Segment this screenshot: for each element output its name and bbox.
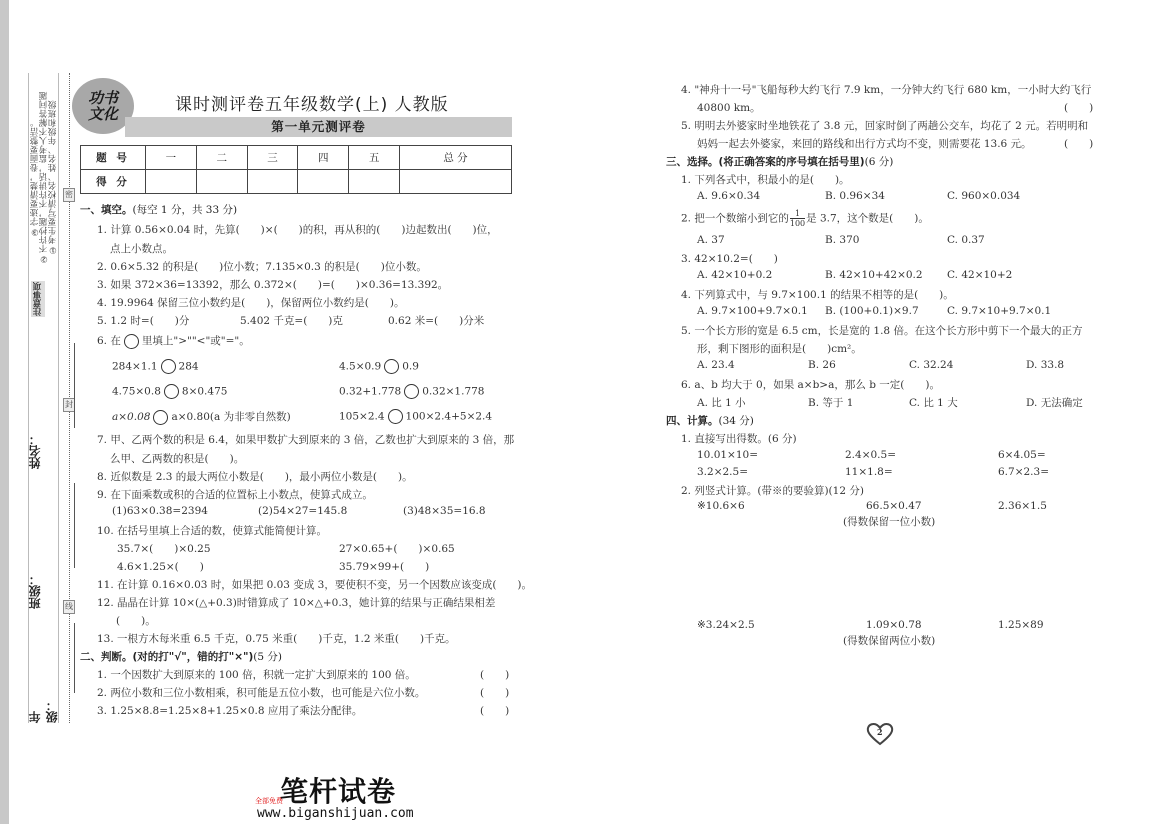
compare-right: 8×0.475 bbox=[181, 385, 228, 398]
section-3-heading bbox=[666, 154, 893, 169]
score-header-cell: 题 号 bbox=[81, 146, 146, 170]
binding-border-left bbox=[28, 73, 29, 723]
question-2: 2. 0.6×5.32 的积是( )位小数；7.135×0.3 的积是( )位小数。 bbox=[97, 261, 427, 273]
question-5c: 0.62 米=( )分米 bbox=[388, 315, 485, 327]
compare-right: a×0.80(a 为非零自然数) bbox=[171, 411, 291, 423]
section-title: 二、判断。(对的打"√"，错的打"×") bbox=[80, 651, 254, 663]
calc-1-item: 3.2×2.5= bbox=[697, 466, 748, 478]
grade-field-line[interactable] bbox=[74, 623, 75, 693]
fraction-numerator: 1 bbox=[790, 209, 805, 219]
answer-paren[interactable]: ( ) bbox=[480, 705, 510, 717]
question-5a: 5. 1.2 时=( )分 bbox=[97, 315, 190, 327]
class-field-label: 班级： bbox=[28, 573, 42, 609]
answer-paren[interactable]: ( ) bbox=[480, 669, 510, 681]
compare-circle[interactable] bbox=[388, 409, 403, 424]
watermark-free-label: 全部免费 bbox=[255, 797, 283, 805]
score-header-cell: 总 分 bbox=[399, 146, 511, 170]
compare-item-2 bbox=[339, 359, 419, 374]
compare-left: 105×2.4 bbox=[339, 410, 385, 423]
calc-2-rounding-note: (得数保留一位小数) bbox=[843, 516, 936, 528]
judge-3: 3. 1.25×8.8=1.25×8+1.25×0.8 应用了乘法分配律。 bbox=[97, 705, 363, 717]
fraction-denominator: 100 bbox=[789, 219, 806, 228]
question-1: 1. 计算 0.56×0.04 时，先算( )×( )的积，再从积的( )边起数出( )位， bbox=[97, 224, 498, 236]
compare-item-3 bbox=[112, 384, 227, 399]
name-field-label: 姓名： bbox=[28, 433, 42, 469]
score-table bbox=[80, 145, 512, 194]
question-4: 4. 19.9964 保留三位小数约是( )，保留两位小数约是( )。 bbox=[97, 297, 405, 309]
question-5b: 5.402 千克=( )克 bbox=[240, 315, 343, 327]
score-cell[interactable] bbox=[196, 170, 247, 194]
page-title: 课时测评卷五年级数学(上) 人教版 bbox=[175, 95, 449, 115]
calc-1: 1. 直接写出得数。(6 分) bbox=[681, 433, 797, 445]
fraction bbox=[790, 209, 805, 228]
section-note: (6 分) bbox=[864, 156, 894, 168]
q10-item-3: 4.6×1.25×( ) bbox=[117, 561, 204, 573]
compare-left: 4.5×0.9 bbox=[339, 360, 382, 373]
choice-5: 5. 一个长方形的宽是 6.5 cm，长是宽的 1.8 倍。在这个长方形中剪下一个最大的正方 bbox=[681, 325, 1083, 337]
compare-right: 284 bbox=[178, 360, 199, 373]
q10-item-2: 27×0.65+( )×0.65 bbox=[339, 543, 455, 555]
calc-2-rounding-note: (得数保留两位小数) bbox=[843, 635, 936, 647]
calc-2-item: 1.09×0.78 bbox=[866, 619, 922, 631]
section-4-heading bbox=[666, 413, 754, 428]
seal-mark-mi: 密 bbox=[63, 188, 75, 202]
choice-6-option-b: B. 等于 1 bbox=[808, 397, 854, 409]
choice-1-option-c: C. 960×0.034 bbox=[947, 190, 1021, 202]
compare-circle[interactable] bbox=[404, 384, 419, 399]
question-6 bbox=[97, 333, 250, 349]
score-table-score-row bbox=[81, 170, 512, 194]
calc-1-item: 6.7×2.3= bbox=[998, 466, 1049, 478]
section-title: 一、填空。 bbox=[80, 204, 133, 216]
score-header-cell: 五 bbox=[349, 146, 400, 170]
q10-item-1: 35.7×( )×0.25 bbox=[117, 543, 211, 555]
calc-2-item: 2.36×1.5 bbox=[998, 500, 1047, 512]
score-cell[interactable] bbox=[298, 170, 349, 194]
choice-3-option-c: C. 42×10+2 bbox=[947, 269, 1013, 281]
answer-paren[interactable]: ( ) bbox=[480, 687, 510, 699]
notice-item-1: ①考生要写清校名、姓名、年级和班级 bbox=[47, 100, 58, 255]
judge-4: 4. "神舟十一号"飞船每秒大约飞行 7.9 km，一分钟大约飞行 680 km，一小时大约飞行 bbox=[681, 84, 1092, 96]
section-title: 四、计算。 bbox=[666, 415, 719, 427]
section-note: (34 分) bbox=[718, 415, 754, 427]
section-note: (每空 1 分，共 33 分) bbox=[132, 204, 238, 216]
choice-6-option-c: C. 比 1 大 bbox=[909, 397, 958, 409]
page-number-badge bbox=[866, 722, 894, 746]
q9-item-3: (3)48×35=16.8 bbox=[403, 505, 486, 517]
question-1-cont: 点上小数点。 bbox=[110, 243, 173, 255]
question-12-cont: ( )。 bbox=[116, 615, 156, 627]
choice-4: 4. 下列算式中，与 9.7×100.1 的结果不相等的是( )。 bbox=[681, 289, 954, 301]
q6-prefix: 6. 在 bbox=[97, 335, 121, 347]
choice-5-option-c: C. 32.24 bbox=[909, 359, 954, 371]
judge-4-cont: 40800 km。 bbox=[697, 102, 761, 114]
calc-2-item: ※3.24×2.5 bbox=[697, 619, 755, 631]
choice-2-option-b: B. 370 bbox=[825, 234, 860, 246]
question-11: 11. 在计算 0.16×0.03 时，如果把 0.03 变成 3，要使积不变，另一个因数应该变成( )。 bbox=[97, 579, 533, 591]
calc-1-item: 10.01×10= bbox=[697, 449, 759, 461]
q9-item-2: (2)54×27=145.8 bbox=[258, 505, 348, 517]
score-header-cell: 四 bbox=[298, 146, 349, 170]
c2-suffix: 是 3.7，这个数是( )。 bbox=[806, 212, 929, 225]
choice-2 bbox=[681, 209, 929, 228]
score-row-label: 得 分 bbox=[81, 170, 146, 194]
choice-1-option-b: B. 0.96×34 bbox=[825, 190, 885, 202]
calc-1-item: 6×4.05= bbox=[998, 449, 1046, 461]
notice-item-3: ③字迹要清楚，卷面要整洁。 bbox=[29, 118, 40, 237]
compare-left: 0.32+1.778 bbox=[339, 385, 402, 398]
question-7: 7. 甲、乙两个数的积是 6.4，如果甲数扩大到原来的 3 倍，乙数也扩大到原来的 3 倍，那 bbox=[97, 434, 515, 446]
compare-right: 0.32×1.778 bbox=[422, 385, 485, 398]
choice-4-option-c: C. 9.7×10+9.7×0.1 bbox=[947, 305, 1052, 317]
page-number: 2 bbox=[877, 727, 883, 737]
choice-5-option-a: A. 23.4 bbox=[697, 359, 735, 371]
judge-5: 5. 明明去外婆家时坐地铁花了 3.8 元，回家时倒了两趟公交车，均花了 2 元。若明明和 bbox=[681, 120, 1089, 132]
score-header-cell: 三 bbox=[247, 146, 298, 170]
compare-circle[interactable] bbox=[384, 359, 399, 374]
question-10: 10. 在括号里填上合适的数，使算式能简便计算。 bbox=[97, 525, 328, 537]
unit-subtitle: 第一单元测评卷 bbox=[125, 117, 512, 137]
question-3: 3. 如果 372×36=13392，那么 0.372×( )=( )×0.36=13.392。 bbox=[97, 279, 449, 291]
compare-right: 100×2.4+5×2.4 bbox=[405, 410, 493, 423]
score-header-cell: 二 bbox=[196, 146, 247, 170]
calc-2-item: 1.25×89 bbox=[998, 619, 1044, 631]
seal-mark-xian: 线 bbox=[63, 600, 75, 614]
choice-3-option-a: A. 42×10+0.2 bbox=[697, 269, 773, 281]
notice-title: 注意事项 bbox=[33, 282, 43, 316]
class-field-line[interactable] bbox=[74, 483, 75, 568]
calc-2-item: ※10.6×6 bbox=[697, 500, 745, 512]
viewer-left-edge bbox=[0, 0, 9, 824]
q6-suffix: 里填上">""<"或"="。 bbox=[141, 335, 250, 347]
choice-5-option-d: D. 33.8 bbox=[1026, 359, 1065, 371]
compare-circle[interactable] bbox=[164, 384, 179, 399]
question-9: 9. 在下面乘数或积的合适的位置标上小数点，使算式成立。 bbox=[97, 489, 373, 501]
judge-2: 2. 两位小数和三位小数相乘，积可能是五位小数，也可能是六位小数。 bbox=[97, 687, 426, 699]
choice-6: 6. a、b 均大于 0，如果 a×b>a，那么 b 一定( )。 bbox=[681, 379, 940, 391]
section-title: 三、选择。(将正确答案的序号填在括号里) bbox=[666, 156, 865, 168]
seal-mark-feng: 封 bbox=[63, 398, 75, 412]
choice-6-option-d: D. 无法确定 bbox=[1026, 397, 1083, 409]
notice-box bbox=[30, 75, 58, 280]
watermark-brand: 笔杆试卷 bbox=[280, 775, 397, 808]
logo-text-line1: 功书 bbox=[87, 89, 118, 107]
q10-item-4: 35.79×99+( ) bbox=[339, 561, 430, 573]
choice-1-option-a: A. 9.6×0.34 bbox=[697, 190, 761, 202]
compare-item-1 bbox=[112, 359, 199, 374]
score-cell[interactable] bbox=[146, 170, 197, 194]
compare-left: 284×1.1 bbox=[112, 360, 158, 373]
judge-1: 1. 一个因数扩大到原来的 100 倍，积就一定扩大到原来的 100 倍。 bbox=[97, 669, 416, 681]
compare-item-6 bbox=[339, 409, 492, 424]
section-2-heading bbox=[80, 649, 282, 664]
binding-border-right bbox=[58, 73, 59, 723]
question-7-cont: 么甲、乙两数的积是( )。 bbox=[110, 453, 245, 465]
choice-2-option-a: A. 37 bbox=[697, 234, 725, 246]
compare-left: a×0.08 bbox=[112, 411, 151, 423]
watermark bbox=[255, 770, 425, 824]
answer-paren[interactable]: ( ) bbox=[1064, 138, 1094, 150]
score-cell[interactable] bbox=[399, 170, 511, 194]
circle-icon bbox=[124, 334, 139, 349]
c2-prefix: 2. 把一个数缩小到它的 bbox=[681, 212, 789, 225]
score-table-header-row bbox=[81, 146, 512, 170]
compare-left: 4.75×0.8 bbox=[112, 385, 161, 398]
choice-6-option-a: A. 比 1 小 bbox=[697, 397, 746, 409]
choice-3-option-b: B. 42×10+42×0.2 bbox=[825, 269, 923, 281]
judge-5-cont: 妈妈一起去外婆家，来回的路线和出行方式均不变，则需要花 13.6 元。 bbox=[697, 138, 1032, 150]
question-13: 13. 一根方木每米重 6.5 千克，0.75 米重( )千克，1.2 米重( )千克。 bbox=[97, 633, 456, 645]
compare-right: 0.9 bbox=[402, 360, 419, 373]
answer-paren[interactable]: ( ) bbox=[1064, 102, 1094, 114]
choice-3: 3. 42×10.2=( ) bbox=[681, 253, 778, 265]
choice-2-option-c: C. 0.37 bbox=[947, 234, 985, 246]
watermark-url[interactable]: www.biganshijuan.com bbox=[257, 806, 414, 821]
compare-item-5 bbox=[112, 409, 291, 425]
score-header-cell: 一 bbox=[146, 146, 197, 170]
choice-4-option-a: A. 9.7×100+9.7×0.1 bbox=[697, 305, 808, 317]
calc-1-item: 2.4×0.5= bbox=[845, 449, 896, 461]
grade-field-label: 年级： bbox=[28, 699, 59, 723]
compare-item-4 bbox=[339, 384, 485, 399]
choice-4-option-b: B. (100+0.1)×9.7 bbox=[825, 305, 919, 317]
calc-2: 2. 列竖式计算。(带※的要验算)(12 分) bbox=[681, 485, 864, 497]
notice-item-2: ②不许抄题，不许讲话，监考人不解答问题 bbox=[38, 91, 49, 264]
name-field-line[interactable] bbox=[74, 343, 75, 428]
calc-2-item: 66.5×0.47 bbox=[866, 500, 922, 512]
binding-margin bbox=[28, 73, 72, 723]
score-cell[interactable] bbox=[349, 170, 400, 194]
section-1-heading bbox=[80, 202, 237, 217]
compare-circle[interactable] bbox=[153, 410, 168, 425]
choice-1: 1. 下列各式中，积最小的是( )。 bbox=[681, 174, 850, 186]
question-8: 8. 近似数是 2.3 的最大两位小数是( )，最小两位小数是( )。 bbox=[97, 471, 413, 483]
question-12: 12. 晶晶在计算 10×(△+0.3)时错算成了 10×△+0.3，她计算的结果与正确结果相差 bbox=[97, 597, 496, 609]
section-note: (5 分) bbox=[253, 651, 282, 663]
q9-item-1: (1)63×0.38=2394 bbox=[112, 505, 208, 517]
score-cell[interactable] bbox=[247, 170, 298, 194]
compare-circle[interactable] bbox=[161, 359, 176, 374]
choice-5-option-b: B. 26 bbox=[808, 359, 836, 371]
choice-5-cont: 形，剩下图形的面积是( )cm²。 bbox=[697, 343, 862, 355]
logo-text-line2: 文化 bbox=[87, 105, 118, 123]
calc-1-item: 11×1.8= bbox=[845, 466, 893, 478]
